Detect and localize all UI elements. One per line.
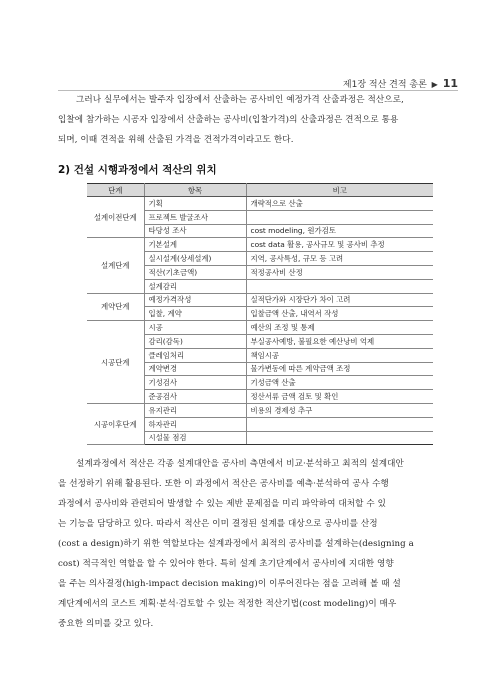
stage-cell: 시공단계 (87, 321, 144, 404)
paragraph-line: 과정에서 공사비와 관련되어 발생할 수 있는 제반 문제점을 미리 파악하여 대처할 수 있 (58, 499, 387, 509)
triangle-right-icon: ▶ (431, 80, 438, 89)
note-cell: 예산의 조정 및 통제 (246, 321, 433, 335)
paragraph-line: 그러나 실무에서는 발주자 입장에서 산출하는 공사비인 예정가격 산출과정은 적산으로, (76, 95, 404, 105)
stage-cell: 계약단계 (87, 293, 144, 321)
note-cell: cost data 활용, 공사규모 및 공사비 추정 (246, 238, 433, 252)
stage-cell: 설계이전단계 (87, 197, 144, 238)
note-cell: 적정공사비 산정 (246, 265, 433, 279)
paragraph-line: 는 기능을 담당하고 있다. 따라서 적산은 이미 결정된 설계를 대상으로 공사비를 산정 (58, 519, 378, 529)
note-cell: 기성금액 산출 (246, 376, 433, 390)
paragraph-line: 을 선정하기 위해 활용된다. 또한 이 과정에서 적산은 공사비를 예측·분석하여 공사 수행 (58, 479, 389, 489)
item-cell: 준공검사 (144, 390, 246, 404)
note-cell (246, 431, 433, 445)
column-header-item: 항목 (144, 184, 246, 197)
page-number: 11 (442, 77, 458, 90)
table-row (87, 197, 433, 211)
stage-cell: 시공이후단계 (87, 403, 144, 444)
item-cell: 기획 (144, 197, 246, 211)
note-cell: 책임시공 (246, 348, 433, 362)
running-header (343, 77, 458, 90)
table-body (87, 197, 433, 445)
process-table (87, 183, 433, 445)
item-cell: 하자관리 (144, 417, 246, 431)
note-cell: 입찰금액 산출, 내역서 작성 (246, 307, 433, 321)
paragraph-line: 설계과정에서 적산은 각종 설계대안을 공사비 측면에서 비교·분석하고 최적의 설계대안 (76, 459, 404, 469)
note-cell: 개략적으로 산출 (246, 197, 433, 211)
item-cell: 예정가격작성 (144, 293, 246, 307)
note-cell: 비용의 경제성 추구 (246, 403, 433, 417)
item-cell: 감리(감독) (144, 334, 246, 348)
note-cell: 실적단가와 시장단가 차이 고려 (246, 293, 433, 307)
section-title: 2) 건설 시행과정에서 적산의 위치 (58, 164, 217, 176)
paragraph-line: 되며, 이때 견적을 위해 산출된 가격을 견적가격이라고도 한다. (58, 135, 294, 145)
item-cell: 계약변경 (144, 362, 246, 376)
chapter-title: 제1장 적산 견적 총론 (342, 80, 427, 90)
paragraph-line: 입찰에 참가하는 시공자 입장에서 산출하는 공사비(입찰가격)의 산출과정은 견적으로 통용 (58, 115, 399, 125)
note-cell: 지역, 공사특성, 규모 등 고려 (246, 252, 433, 266)
note-cell: cost modeling, 원가검토 (246, 224, 433, 238)
note-cell: 물가변동에 따른 계약금액 조정 (246, 362, 433, 376)
item-cell: 시공 (144, 321, 246, 335)
note-cell (246, 279, 433, 293)
paragraph-line: 계단계에서의 코스트 계획·분석·검토할 수 있는 적정한 적산기법(cost modeling)이 매우 (58, 599, 397, 609)
item-cell: 적산(기초금액) (144, 265, 246, 279)
item-cell: 클레임처리 (144, 348, 246, 362)
note-cell: 정산서류 금액 검토 및 확인 (246, 390, 433, 404)
note-cell (246, 210, 433, 224)
item-cell: 타당성 조사 (144, 224, 246, 238)
table-row (87, 238, 433, 252)
item-cell: 기성검사 (144, 376, 246, 390)
paragraph-line: 중요한 의미를 갖고 있다. (58, 619, 154, 629)
paragraph-line: 을 주는 의사결정(high-impact decision making)이 이루어진다는 점을 고려해 볼 때 설 (58, 579, 401, 589)
note-cell (246, 417, 433, 431)
note-cell: 부실공사예방, 불필요한 예산낭비 억제 (246, 334, 433, 348)
stage-cell: 설계단계 (87, 238, 144, 293)
table-row (87, 403, 433, 417)
body-paragraph (58, 454, 458, 634)
column-header-note: 비고 (246, 184, 433, 197)
item-cell: 설계감리 (144, 279, 246, 293)
item-cell: 유지관리 (144, 403, 246, 417)
item-cell: 입찰, 계약 (144, 307, 246, 321)
column-header-stage: 단계 (87, 184, 144, 197)
table-header-row (87, 184, 433, 197)
intro-paragraph (58, 90, 458, 150)
paragraph-line: (cost a design)하기 위한 역할보다는 설계과정에서 최적의 공사비를 설계하는(designing a (58, 539, 414, 549)
table-row (87, 321, 433, 335)
item-cell: 프로젝트 발굴조사 (144, 210, 246, 224)
item-cell: 시설물 점검 (144, 431, 246, 445)
paragraph-line: cost) 적극적인 역할을 할 수 있어야 한다. 특히 설계 초기단계에서 공사비에 지대한 영향 (58, 559, 394, 569)
item-cell: 실시설계(상세설계) (144, 252, 246, 266)
item-cell: 기본설계 (144, 238, 246, 252)
table-row (87, 293, 433, 307)
